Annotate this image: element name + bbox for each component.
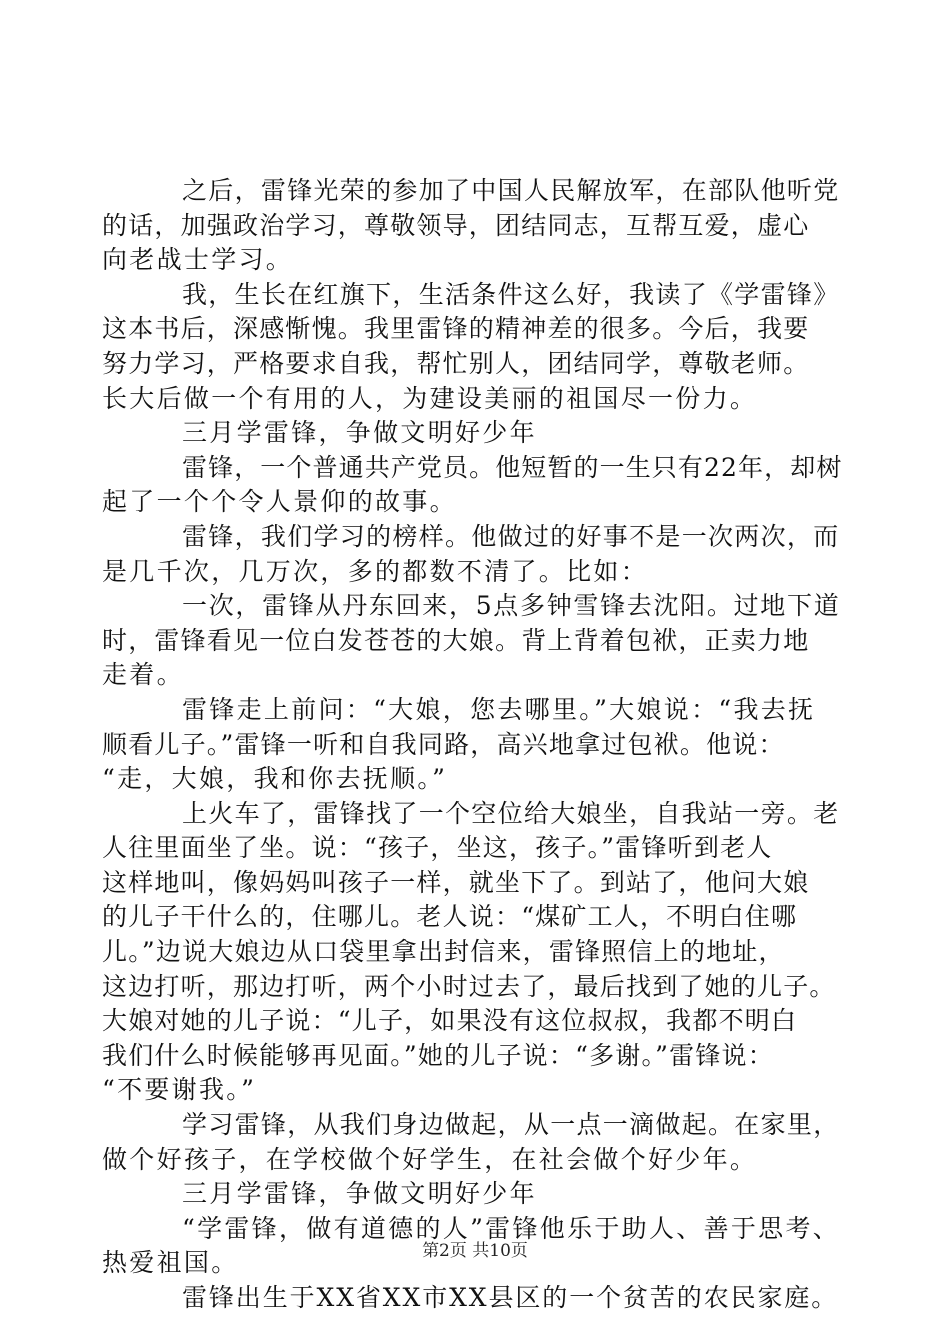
text-line: “不要谢我。” <box>102 1075 257 1105</box>
text-line: 三月学雷锋，争做文明好少年 <box>182 418 537 448</box>
text-line: 顺看儿子。”雷锋一听和自我同路，高兴地拿过包袱。他说： <box>102 729 785 759</box>
text-line: “走，大娘，我和你去抚顺。” <box>102 764 448 794</box>
text-line: 雷锋出生于XX省XX市XX县区的一个贫苦的农民家庭。 <box>182 1283 839 1312</box>
text-line: 向老战士学习。 <box>102 245 294 275</box>
text-line: 一次，雷锋从丹东回来，5点多钟雪锋去沈阳。过地下道 <box>182 591 841 621</box>
text-line: 大娘对她的儿子说：“儿子，如果没有这位叔叔，我都不明白 <box>102 1006 798 1036</box>
text-line: 热爱祖国。 <box>102 1248 239 1278</box>
text-line: 这边打听，那边打听，两个小时过去了，最后找到了她的儿子。 <box>102 971 836 1001</box>
page-footer: 第2页 共10页 <box>422 1241 528 1261</box>
document-body <box>102 174 842 1316</box>
text-line: 走着。 <box>102 660 184 690</box>
text-line: 这样地叫，像妈妈叫孩子一样，就坐下了。到站了，他问大娘 <box>102 867 810 897</box>
text-line: 之后，雷锋光荣的参加了中国人民解放军，在部队他听党 <box>182 176 840 205</box>
text-line: 雷锋，一个普通共产党员。他短暂的一生只有22年，却树 <box>182 452 843 482</box>
text-line: 我们什么时候能够再见面。”她的儿子说：“多谢。”雷锋说： <box>102 1040 774 1070</box>
text-line: 儿。”边说大娘边从口袋里拿出封信来，雷锋照信上的地址， <box>102 937 785 967</box>
text-line: 时，雷锋看见一位白发苍苍的大娘。背上背着包袱，正卖力地 <box>102 625 810 655</box>
text-line: 雷锋，我们学习的榜样。他做过的好事不是一次两次，而 <box>182 521 840 551</box>
text-line: 努力学习，严格要求自我，帮忙别人，团结同学，尊敬老师。 <box>102 348 810 378</box>
text-line: 三月学雷锋，争做文明好少年 <box>182 1179 537 1209</box>
text-line: 人往里面坐了坐。说：“孩子，坐这，孩子。”雷锋听到老人 <box>102 833 773 863</box>
text-line: “学雷锋，做有道德的人”雷锋他乐于助人、善于思考、 <box>182 1213 841 1243</box>
text-line: 我，生长在红旗下，生活条件这么好，我读了《学雷锋》 <box>182 279 840 309</box>
text-line: 做个好孩子，在学校做个好学生，在社会做个好少年。 <box>102 1144 758 1174</box>
text-line: 的儿子干什么的，住哪儿。老人说：“煤矿工人，不明白住哪 <box>102 902 798 932</box>
text-line: 这本书后，深感惭愧。我里雷锋的精神差的很多。今后，我要 <box>102 314 810 344</box>
text-line: 的话，加强政治学习，尊敬领导，团结同志，互帮互爱，虚心 <box>102 210 810 240</box>
text-line: 起了一个个令人景仰的故事。 <box>102 487 457 517</box>
text-line: 是几千次，几万次，多的都数不清了。比如： <box>102 556 649 586</box>
text-line: 长大后做一个有用的人，为建设美丽的祖国尽一份力。 <box>102 383 758 413</box>
text-line: 上火车了，雷锋找了一个空位给大娘坐，自我站一旁。老 <box>182 798 840 828</box>
text-line: 学习雷锋，从我们身边做起，从一点一滴做起。在家里， <box>182 1110 840 1140</box>
text-line: 雷锋走上前问：“大娘，您去哪里。”大娘说：“我去抚 <box>182 694 816 724</box>
